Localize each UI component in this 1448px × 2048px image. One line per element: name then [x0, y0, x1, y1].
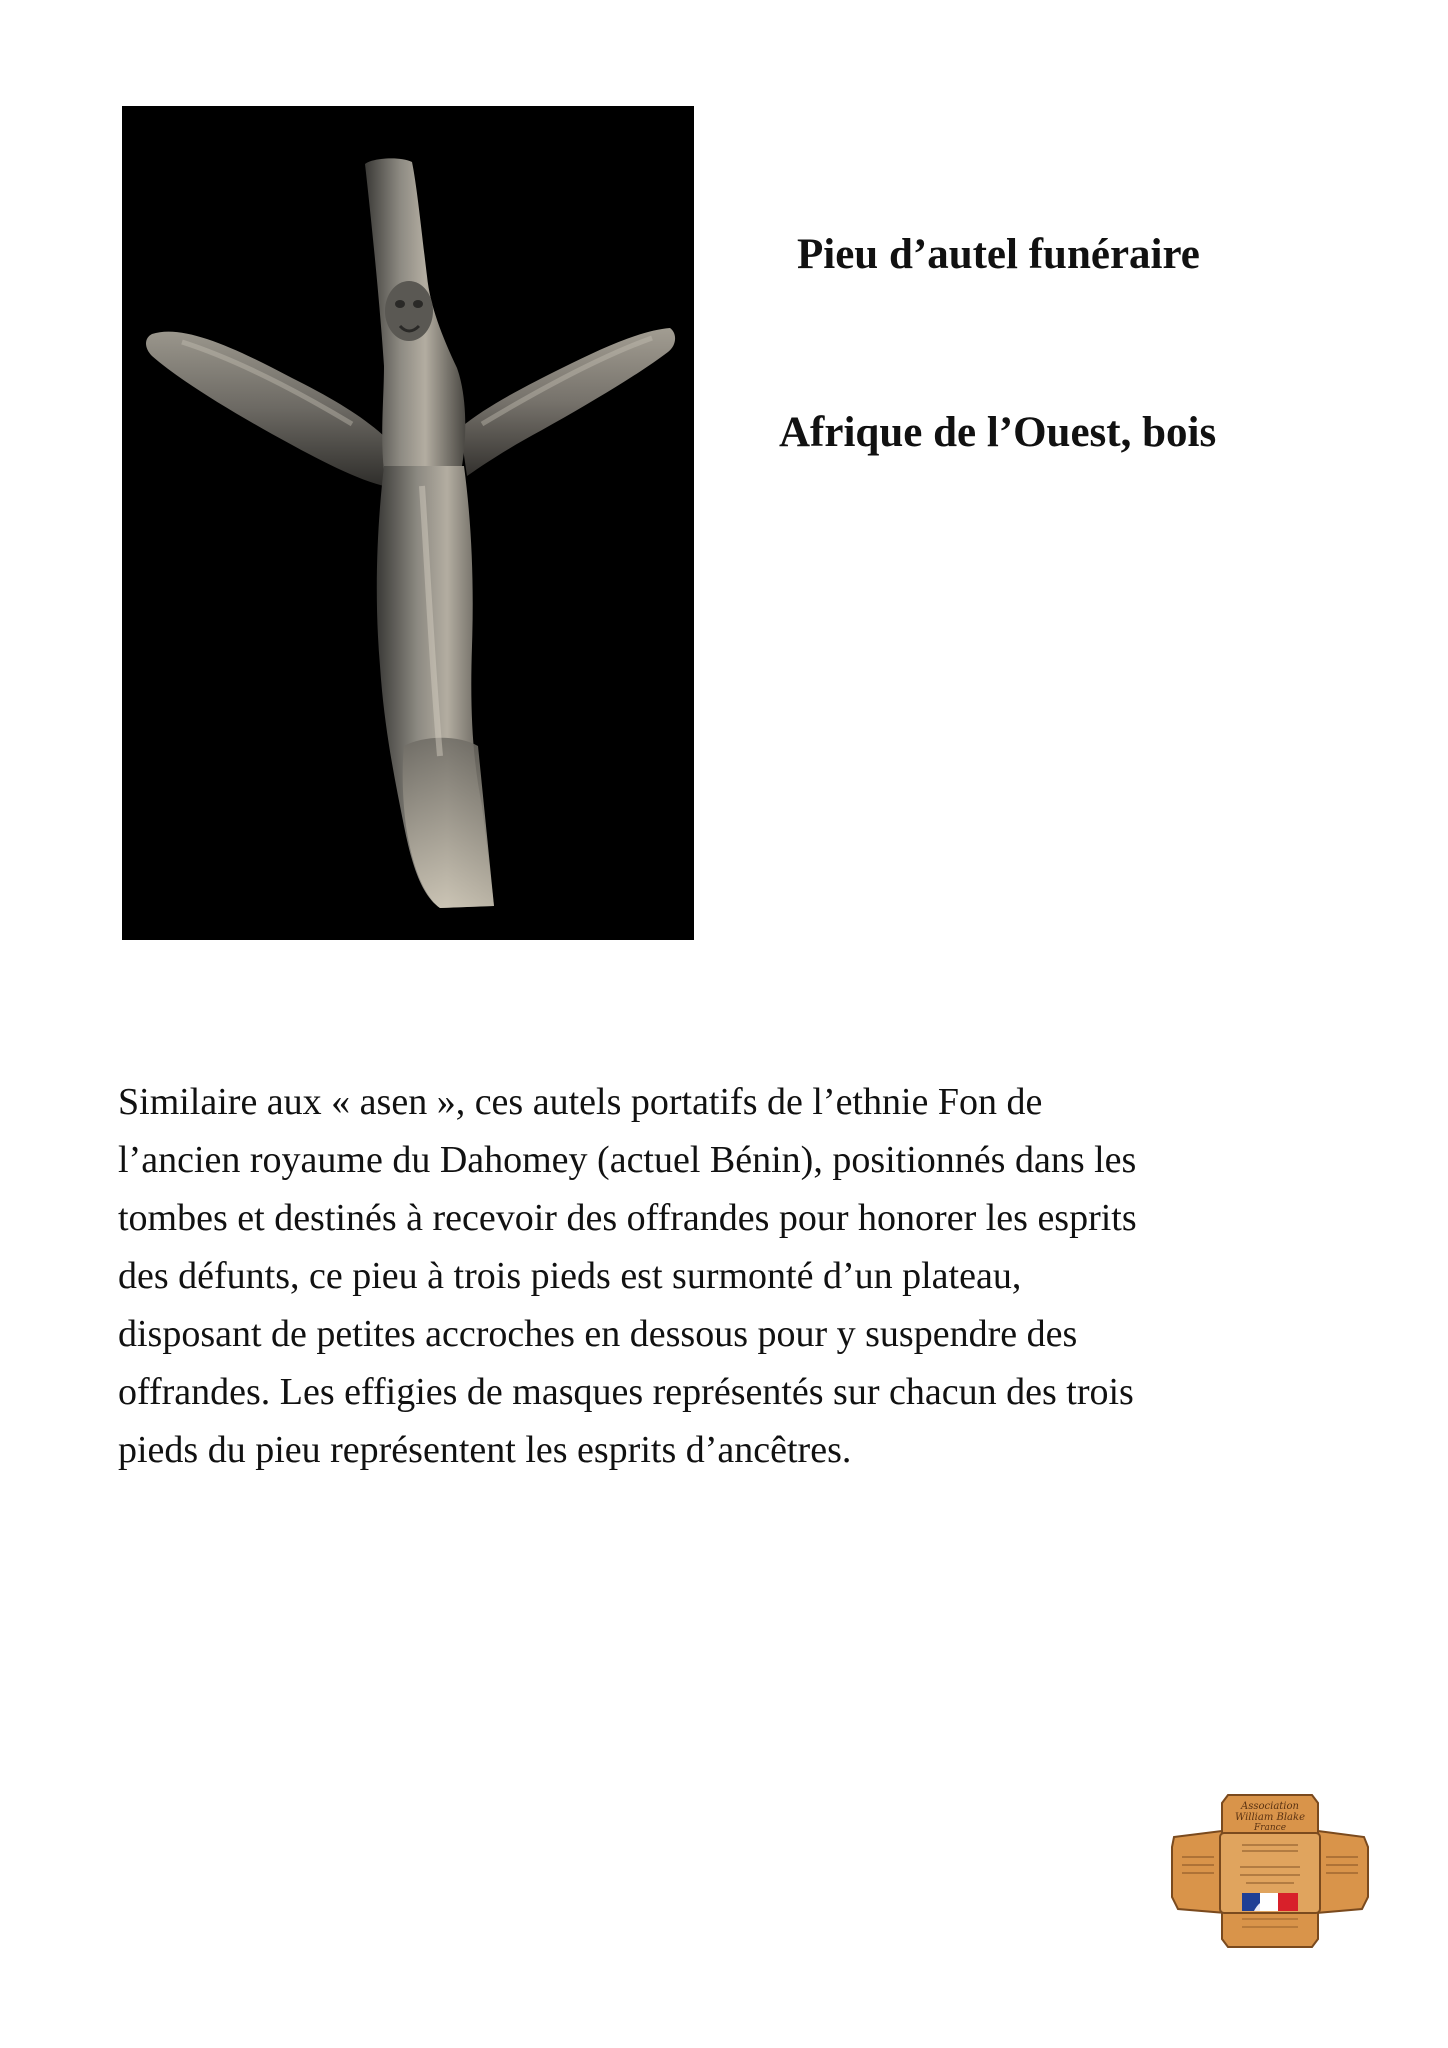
association-logo [1170, 1785, 1370, 1955]
svg-text:France: France [1253, 1823, 1287, 1833]
association-stamp-icon [1170, 1785, 1370, 1955]
paragraph-line: tombes et destinés à recevoir des offrandes pour honorer les esprits [118, 1197, 1137, 1239]
document-subtitle: Afrique de l’Ouest, bois [779, 409, 1217, 456]
artifact-photo [122, 106, 694, 940]
paragraph-line: disposant de petites accroches en dessous pour y suspendre des [118, 1313, 1078, 1355]
paragraph-line: Similaire aux « asen », ces autels portatifs de l’ethnie Fon de [118, 1081, 1043, 1123]
paragraph-line: offrandes. Les effigies de masques représentés sur chacun des trois [118, 1371, 1134, 1413]
document-title: Pieu d’autel funéraire [797, 231, 1200, 278]
svg-text:William Blake: William Blake [1234, 1812, 1306, 1823]
paragraph-line: l’ancien royaume du Dahomey (actuel Bénin), positionnés dans les [118, 1139, 1137, 1181]
paragraph-line: des défunts, ce pieu à trois pieds est surmonté d’un plateau, [118, 1255, 1022, 1297]
svg-text:Association: Association [1241, 1801, 1299, 1812]
paragraph-line: pieds du pieu représentent les esprits d’ancêtres. [118, 1429, 852, 1471]
altar-stake-image [122, 106, 694, 940]
description-paragraph [118, 1073, 1328, 1479]
